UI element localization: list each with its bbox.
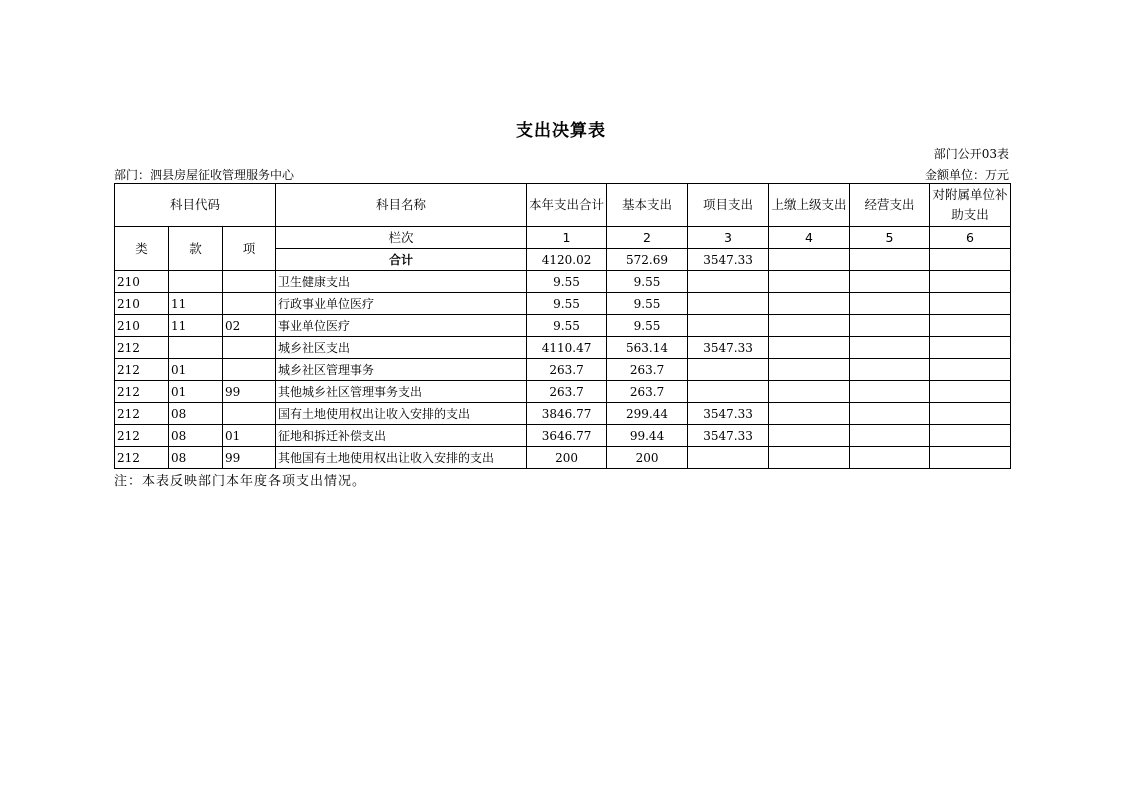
cell-business: [850, 403, 930, 425]
cell-kuan: [169, 337, 223, 359]
cell-upper: [769, 293, 850, 315]
cell-business: [850, 315, 930, 337]
cell-business: [850, 337, 930, 359]
table-row: [115, 403, 1011, 425]
cell-xiang: 02: [223, 315, 276, 337]
cell-basic: 563.14: [607, 337, 688, 359]
cell-lei: 212: [115, 447, 169, 469]
col-index-6: 6: [930, 227, 1011, 249]
cell-project: [688, 271, 769, 293]
cell-upper: [769, 271, 850, 293]
cell-business: [850, 381, 930, 403]
cell-basic: 263.7: [607, 359, 688, 381]
cell-upper: [769, 447, 850, 469]
cell-subsidy: [930, 425, 1011, 447]
cell-subsidy: [930, 403, 1011, 425]
cell-name: 行政事业单位医疗: [276, 293, 527, 315]
cell-total: 4110.47: [527, 337, 607, 359]
cell-upper: [769, 359, 850, 381]
cell-business: [850, 271, 930, 293]
table-row: [115, 337, 1011, 359]
cell-total: 263.7: [527, 381, 607, 403]
total-upper: [769, 249, 850, 271]
header-total: 本年支出合计: [527, 184, 607, 227]
cell-kuan: [169, 271, 223, 293]
cell-total: 9.55: [527, 315, 607, 337]
table-row: [115, 359, 1011, 381]
cell-business: [850, 293, 930, 315]
cell-subsidy: [930, 359, 1011, 381]
cell-basic: 99.44: [607, 425, 688, 447]
header-lanci: 栏次: [276, 227, 527, 249]
cell-project: [688, 381, 769, 403]
cell-project: 3547.33: [688, 425, 769, 447]
column-index-row: [115, 227, 1011, 249]
header-lei: 类: [115, 227, 169, 271]
cell-lei: 210: [115, 293, 169, 315]
cell-name: 事业单位医疗: [276, 315, 527, 337]
department-label: 部门：泗县房屋征收管理服务中心: [114, 168, 295, 182]
cell-xiang: [223, 271, 276, 293]
cell-kuan: 08: [169, 403, 223, 425]
header-xiang: 项: [223, 227, 276, 271]
cell-project: [688, 315, 769, 337]
table-row: [115, 425, 1011, 447]
cell-lei: 212: [115, 403, 169, 425]
cell-business: [850, 425, 930, 447]
cell-basic: 9.55: [607, 293, 688, 315]
total-amount: 4120.02: [527, 249, 607, 271]
cell-xiang: 01: [223, 425, 276, 447]
cell-xiang: 99: [223, 381, 276, 403]
cell-name: 其他国有土地使用权出让收入安排的支出: [276, 447, 527, 469]
table-row: [115, 271, 1011, 293]
cell-total: 9.55: [527, 293, 607, 315]
header-kuan: 款: [169, 227, 223, 271]
cell-kuan: 01: [169, 359, 223, 381]
total-basic: 572.69: [607, 249, 688, 271]
cell-subsidy: [930, 293, 1011, 315]
unit-label: 金额单位：万元: [924, 168, 1009, 182]
cell-subsidy: [930, 315, 1011, 337]
cell-subsidy: [930, 337, 1011, 359]
cell-xiang: [223, 359, 276, 381]
cell-kuan: 11: [169, 315, 223, 337]
cell-upper: [769, 403, 850, 425]
cell-project: 3547.33: [688, 337, 769, 359]
cell-upper: [769, 425, 850, 447]
cell-lei: 210: [115, 315, 169, 337]
cell-name: 其他城乡社区管理事务支出: [276, 381, 527, 403]
cell-name: 城乡社区支出: [276, 337, 527, 359]
cell-name: 卫生健康支出: [276, 271, 527, 293]
cell-business: [850, 359, 930, 381]
cell-xiang: [223, 337, 276, 359]
col-index-4: 4: [769, 227, 850, 249]
cell-basic: 9.55: [607, 315, 688, 337]
cell-xiang: 99: [223, 447, 276, 469]
cell-total: 9.55: [527, 271, 607, 293]
cell-upper: [769, 381, 850, 403]
col-index-2: 2: [607, 227, 688, 249]
cell-business: [850, 447, 930, 469]
cell-basic: 299.44: [607, 403, 688, 425]
header-name: 科目名称: [276, 184, 527, 227]
cell-name: 国有土地使用权出让收入安排的支出: [276, 403, 527, 425]
cell-subsidy: [930, 381, 1011, 403]
cell-project: 3547.33: [688, 403, 769, 425]
cell-upper: [769, 315, 850, 337]
footnote: 注：本表反映部门本年度各项支出情况。: [114, 474, 367, 489]
cell-lei: 210: [115, 271, 169, 293]
cell-upper: [769, 337, 850, 359]
col-index-3: 3: [688, 227, 769, 249]
col-index-5: 5: [850, 227, 930, 249]
cell-basic: 9.55: [607, 271, 688, 293]
form-code: 部门公开03表: [933, 147, 1009, 161]
cell-xiang: [223, 293, 276, 315]
table-row: [115, 381, 1011, 403]
col-index-1: 1: [527, 227, 607, 249]
cell-lei: 212: [115, 381, 169, 403]
header-basic: 基本支出: [607, 184, 688, 227]
total-subsidy: [930, 249, 1011, 271]
total-label: 合计: [276, 249, 527, 271]
header-subsidy: 对附属单位补助支出: [930, 184, 1011, 227]
header-row: [115, 184, 1011, 227]
cell-basic: 263.7: [607, 381, 688, 403]
header-upper: 上缴上级支出: [769, 184, 850, 227]
table-row: [115, 293, 1011, 315]
table-row: [115, 447, 1011, 469]
cell-total: 3646.77: [527, 425, 607, 447]
header-project: 项目支出: [688, 184, 769, 227]
total-project: 3547.33: [688, 249, 769, 271]
cell-kuan: 08: [169, 425, 223, 447]
cell-total: 3846.77: [527, 403, 607, 425]
table-row: [115, 315, 1011, 337]
cell-subsidy: [930, 447, 1011, 469]
cell-total: 263.7: [527, 359, 607, 381]
cell-total: 200: [527, 447, 607, 469]
header-code: 科目代码: [115, 184, 276, 227]
cell-lei: 212: [115, 337, 169, 359]
cell-subsidy: [930, 271, 1011, 293]
cell-kuan: 11: [169, 293, 223, 315]
cell-kuan: 08: [169, 447, 223, 469]
cell-name: 征地和拆迁补偿支出: [276, 425, 527, 447]
cell-lei: 212: [115, 359, 169, 381]
cell-project: [688, 293, 769, 315]
page-title: 支出决算表: [516, 121, 606, 141]
cell-kuan: 01: [169, 381, 223, 403]
cell-name: 城乡社区管理事务: [276, 359, 527, 381]
expenditure-table: [114, 183, 1011, 469]
total-business: [850, 249, 930, 271]
cell-basic: 200: [607, 447, 688, 469]
cell-lei: 212: [115, 425, 169, 447]
cell-xiang: [223, 403, 276, 425]
header-business: 经营支出: [850, 184, 930, 227]
cell-project: [688, 447, 769, 469]
cell-project: [688, 359, 769, 381]
